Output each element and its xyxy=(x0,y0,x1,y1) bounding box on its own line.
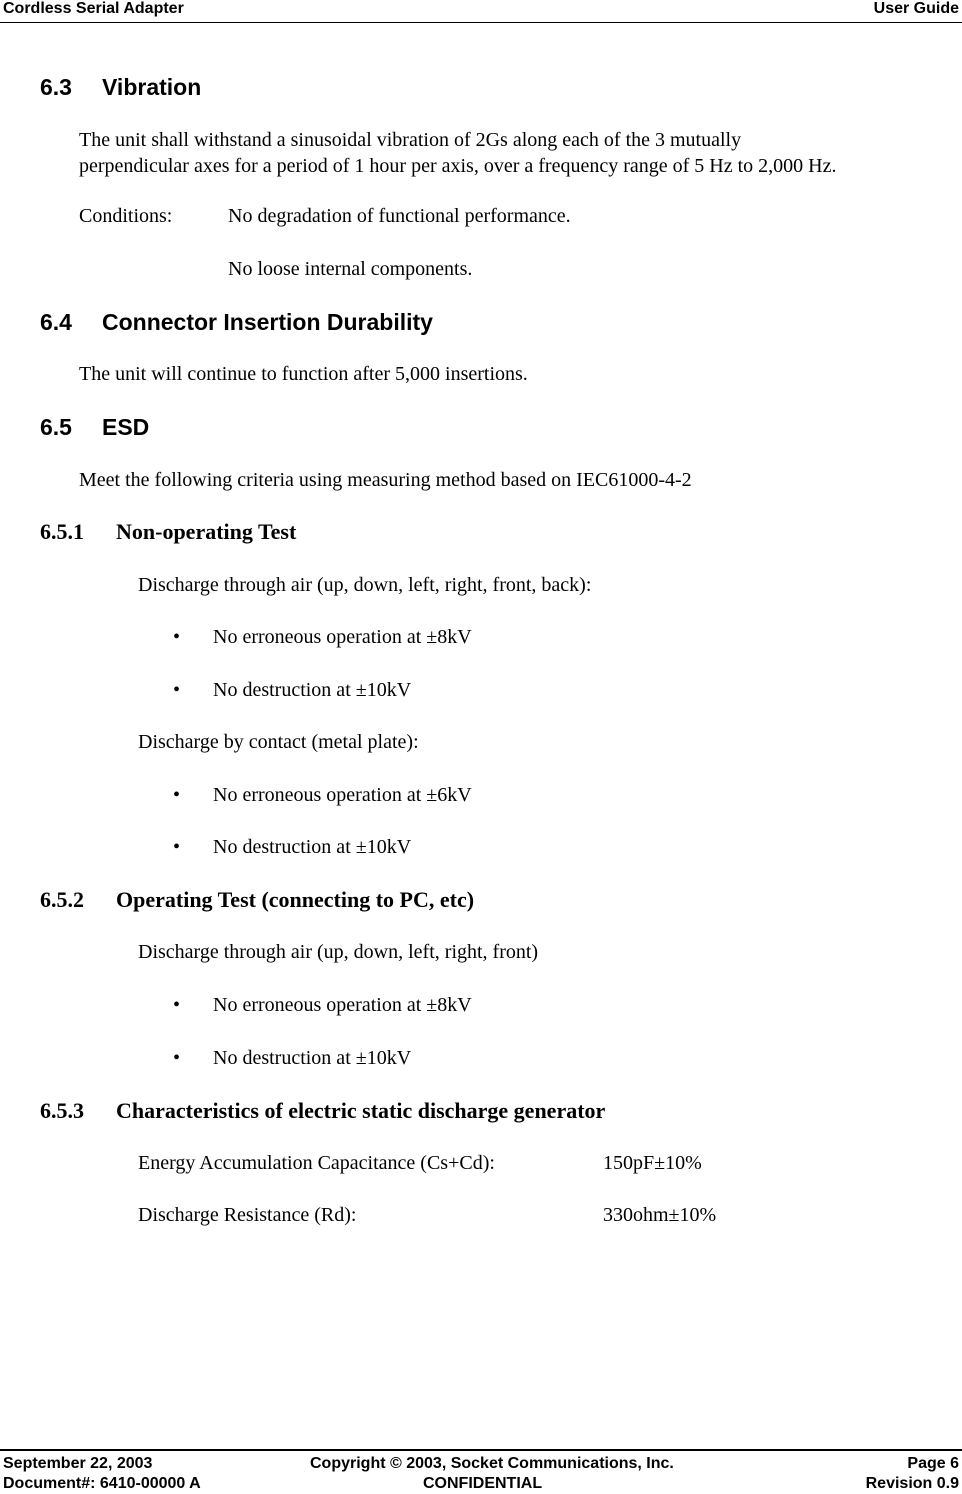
section-heading-connector xyxy=(40,309,433,335)
bullet-text: No destruction at ±10kV xyxy=(213,679,412,701)
footer-document-number: Document#: 6410-00000 A xyxy=(3,1475,201,1492)
footer-confidential: CONFIDENTIAL xyxy=(423,1475,543,1492)
subsection-number: 6.5.2 xyxy=(40,887,84,912)
bullet-icon: • xyxy=(173,784,181,806)
section-heading-vibration xyxy=(40,74,201,100)
section-heading-esd xyxy=(40,414,149,440)
subsection-number: 6.5.1 xyxy=(40,519,84,544)
subsection-heading-esd-generator xyxy=(40,1098,605,1124)
spec-label: Discharge Resistance (Rd): xyxy=(138,1204,357,1226)
section-title: Connector Insertion Durability xyxy=(102,309,433,335)
section-title: Vibration xyxy=(102,74,202,100)
bullet-text: No erroneous operation at ±6kV xyxy=(213,784,472,806)
page-footer xyxy=(0,1449,962,1494)
subsection-heading-non-operating xyxy=(40,519,296,545)
section-number: 6.3 xyxy=(40,74,72,100)
bullet-icon: • xyxy=(173,836,181,858)
section-title: ESD xyxy=(102,414,150,440)
footer-copyright: Copyright © 2003, Socket Communications, Inc. xyxy=(310,1455,674,1472)
subsection-heading-operating xyxy=(40,887,474,913)
bullet-text: No erroneous operation at ±8kV xyxy=(213,994,472,1016)
header-doc-title: Cordless Serial Adapter xyxy=(3,0,184,17)
subsection-title: Non-operating Test xyxy=(116,519,297,544)
bullet-icon: • xyxy=(173,679,181,701)
bullet-text: No erroneous operation at ±8kV xyxy=(213,626,472,648)
bullet-icon: • xyxy=(173,994,181,1016)
conditions-label: Conditions: xyxy=(79,205,173,227)
paragraph: Meet the following criteria using measuring method based on IEC61000-4-2 xyxy=(79,469,692,491)
paragraph: Discharge through air (up, down, left, right, front, back): xyxy=(138,574,592,596)
page-header xyxy=(0,0,962,23)
header-guide-label: User Guide xyxy=(873,0,959,17)
bullet-text: No destruction at ±10kV xyxy=(213,1047,412,1069)
bullet-text: No destruction at ±10kV xyxy=(213,836,412,858)
paragraph: The unit will continue to function after 5,000 insertions. xyxy=(79,363,528,385)
condition-item: No degradation of functional performance. xyxy=(228,205,571,227)
bullet-icon: • xyxy=(173,626,181,648)
footer-date: September 22, 2003 xyxy=(3,1455,153,1472)
paragraph-line: perpendicular axes for a period of 1 hour per axis, over a frequency range of 5 Hz to 2,000 Hz. xyxy=(79,155,837,177)
section-number: 6.5 xyxy=(40,414,72,440)
bullet-icon: • xyxy=(173,1047,181,1069)
paragraph: Discharge through air (up, down, left, right, front) xyxy=(138,941,539,963)
subsection-title: Operating Test (connecting to PC, etc) xyxy=(116,887,475,912)
spec-label: Energy Accumulation Capacitance (Cs+Cd): xyxy=(138,1152,495,1174)
subsection-number: 6.5.3 xyxy=(40,1098,84,1123)
condition-item: No loose internal components. xyxy=(228,258,473,280)
footer-revision: Revision 0.9 xyxy=(865,1475,959,1492)
subsection-title: Characteristics of electric static discharge generator xyxy=(116,1098,606,1123)
paragraph-line: The unit shall withstand a sinusoidal vibration of 2Gs along each of the 3 mutually xyxy=(79,129,742,151)
paragraph: Discharge by contact (metal plate): xyxy=(138,731,419,753)
footer-page-number: Page 6 xyxy=(907,1455,959,1472)
section-number: 6.4 xyxy=(40,309,72,335)
spec-value: 150pF±10% xyxy=(603,1152,702,1174)
spec-value: 330ohm±10% xyxy=(603,1204,717,1226)
